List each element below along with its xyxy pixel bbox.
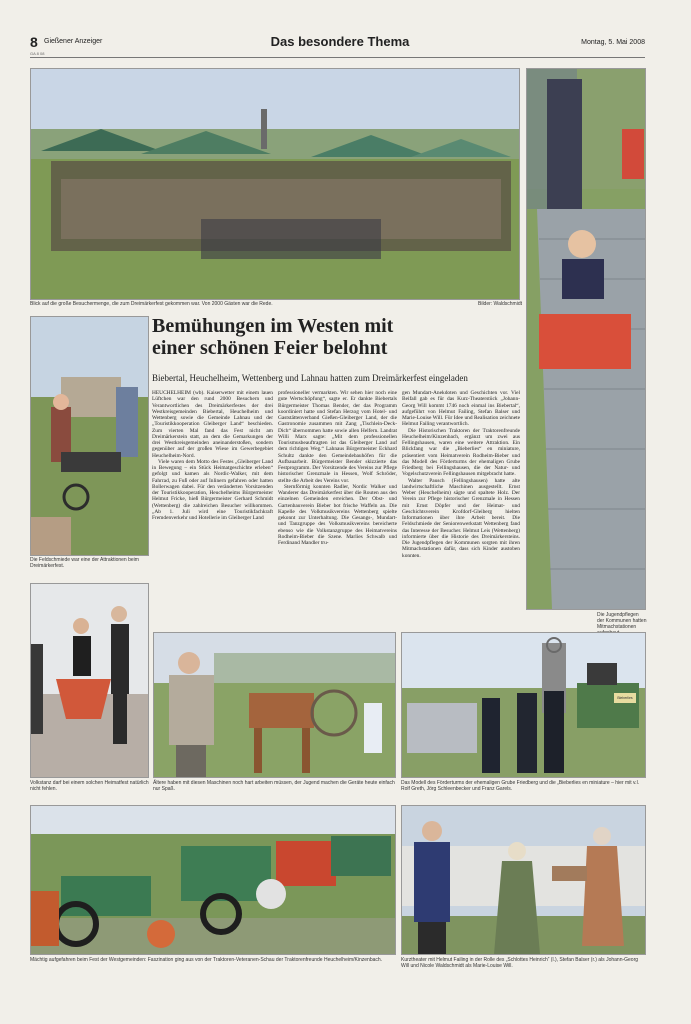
model-sign-text: Bieberlies [617, 696, 633, 700]
forge-caption: Die Feldschmiede war eine der Attraktionen beim Dreimärkerfest. [30, 557, 139, 569]
theater-photo [401, 805, 646, 955]
col2-paragraph-1: professioneller vermarkten. Wir sehen hier noch eine gute Wertschöpfung“, sagte er. Er dankte Biebertals Bürgermeister Thomas Bender, der das Programm koordiniert hatte und Stefan Herzog vom Hotel- und Gaststättenverband Gießen-Gleiberger Land, der die Gastronomie zusammen mit Zang „Tischlein-Deck-Dich“ übernommen hatte sowie allen Helfern. Landrat Willi Marx sagte: „Mit dem professionellen Tourismusbeauftragten ist das Gleiberger Land auf dem richtigen Weg.“ Lahnaus Bürgermeister Eckhard Schultz dankte den Gemeindebauhöfen für die Aufbauarbeit. Bürgermeister Bender skizzierte das Festprogramm. Der Vorsitzende des Vereins zur Pflege historischer Grenzmale in Hessen, Wolf Schröder, stellte die Arbeit des Vereins vor. [278, 390, 397, 484]
model-photo [401, 632, 646, 778]
theater-caption: Kurztheater mit Helmut Failing in der Rolle des „Schlottes Heinrich“ (l.), Stefan Balser (r.) als Johann-Georg Will und Nicole Waldschmidt als Marie-Louise Will. [401, 957, 639, 969]
kids-caption: Die Jugendpflegen der Kommunen hatten Mitmachstationen [597, 612, 647, 630]
crowd-photo [30, 68, 520, 300]
col2-paragraph-2: Sternförmig konnten Radler, Nordic Walker und Wanderer das Dreimärkerfest über die Routen aus den einzelnen Gemeinden erreichen. Der Obst- und Gartenbauverein Bieber bot frische Waffeln an. Die Kapelle des Volkmusikvereins Wettenberg spielte gekonnt zur Unterhaltung. Die Gesangs-, Mundart- und Tanzgruppe des Volksmusikvereins bereicherte ebenso wie die Volkstanzgruppe des Heimatvereins Rodheim-Bieber die Szene. Marlies Schwalb und Ferdinand Mandler tru- [278, 483, 397, 546]
model-caption: Das Modell des Förderturms der ehemaligen Grube Friedberg und die „Bieberlies en miniature – hier mit v.l. Rolf Greth, Jörg Schleenbecker und Franz Garels. [401, 780, 640, 792]
col1-paragraph-1: HEUCHELHEIM (wb). Kaiserwetter mit einem lauen Lüftchen war den rund 2000 Besuchern und Verantwortlichen des Dreimärkerfestes der drei Westkreisgemeinden Biebertal, Heuchelheim und Wettenberg sowie die Gemeinde Lahnau und der „Touristikkooperation Gleiberger Land“ beschieden. Zum vierten Mal fand das Fest nicht am Dreimärkerstein statt, an dem die Gemarkungen der drei Westkreisgemeinden aneinanderstoßen, sondern gegenüber auf der großen Wiese im Gewerbegebiet Heuchelheim-Nord. [152, 390, 273, 459]
machines-caption: Ältere haben mit diesen Maschinen noch hart arbeiten müssen, der Jugend machen die Geräte heute einfach nur Spaß. [153, 780, 395, 792]
issue-date: Montag, 5. Mai 2008 [581, 39, 645, 46]
article-column-2 [278, 390, 397, 628]
page-code: GA 8 08 [30, 51, 45, 56]
col3-paragraph-1: gen Mundart-Anekdoten und Geschichten vor. Viel Beifall gab es für das Kurz-Theaterstück „Johann-Georg Will kommt 1746 noch einmal ins Biebertal“, aufgeführt von Helmut Failing, Stefan Balser und Marie-Louise Will. Für Idee und Realisation zeichnete Helmut Failing verantwortlich. [402, 390, 520, 428]
article-column-3 [402, 390, 520, 628]
paper-name: Gießener Anzeiger [44, 38, 103, 45]
forge-photo [30, 316, 149, 556]
header-rule [30, 57, 645, 58]
article-headline [152, 315, 512, 359]
dance-photo [30, 583, 149, 778]
photo-credit: Bilder: Waldschmidt [478, 301, 522, 307]
tractors-photo [30, 805, 396, 955]
machines-photo [153, 632, 396, 778]
article-column-1 [152, 390, 273, 628]
kids-photo [526, 68, 646, 610]
crowd-caption: Blick auf die große Besuchermenge, die zum Dreimärkerfest gekommen war. Von 2000 Gästen war die Rede. [30, 301, 273, 307]
col3-paragraph-2: Die Historischen Traktoren der Traktorenfreunde Heuchelheim/Kinzenbach, ergänzt um zwei aus Fellingshausen, waren eine weitere Attraktion. Ein Blickfang war die „Bieberlies“ en miniature, präsentiert vom Heimatverein Rodheim-Bieber und das Modell des Förderturms der ehemaligen Grube Friedberg bei Fellingshausen, die der Natur- und Vogelschutzverein Fellingshausen mitgebracht hatte. [402, 427, 520, 478]
page-number: 8 [30, 34, 38, 50]
headline-line-2: einer schönen Feier belohnt [152, 337, 388, 359]
col3-paragraph-3: Walter Pausch (Fellingshausen) hatte alte landwirtschaftliche Maschinen ausgestellt. Ernst Weber (Heuchelheim) sägte und spaltete Holz. Der Verein zur Pflege historischer Grenzmale in Hessen mit Ernst Döpfer und der Heimat- und Geschichtsverein Krofdorf-Gleiberg hielten Informationen über ihre Arbeit bereit. Die Feldschmiede der Seniorenwerkstatt Wettenberg fand das Interesse der Besucher. Helmut Leis (Wettenberg) informierte über die Historie des Dreimärkersteins. Die Jugendpflegen der Kommunen sorgten mit ihren Mitmachstationen dafür, dass sich Kinder austoben konnten. [402, 477, 520, 559]
headline-line-1: Bemühungen im Westen mit [152, 315, 394, 337]
section-title: Das besondere Thema [270, 34, 410, 49]
tractors-caption: Mächtig aufgefahren beim Fest der Westgemeinden: Faszination ging aus von der Traktoren-Veteranen-Schau der Traktorenfreunde Heuchelheim/Kinzenbach. [30, 957, 383, 963]
dance-caption: Volkstanz darf bei einem solchen Heimatfest natürlich nicht fehlen. [30, 780, 149, 792]
col1-paragraph-2: Viele waren dem Motto des Festes „Gleiberger Land in Bewegung – ein Stück Heimatgeschichte erleben“ gefolgt und kamen als Nordic-Walker, mit dem Fahrrad, zu Fuß oder auf Inlinern gefahren oder hatten Bollerwagen dabei. Für den veränderten Vorsitzenden der Touristikkooperation, Heuchelheims Bürgermeister Helmut Fricke, hieß Bürgermeister Gerhard Schmidt (Wettenberg) die zahlreichen Besucher willkommen. „Ab 1. Juli wird eine Touristikfachkraft Fremdenverkehr und Hotellerie im Gleiberger Land [152, 458, 273, 521]
article-subheadline: Biebertal, Heuchelheim, Wettenberg und Lahnau hatten zum Dreimärkerfest eingeladen [152, 373, 468, 383]
